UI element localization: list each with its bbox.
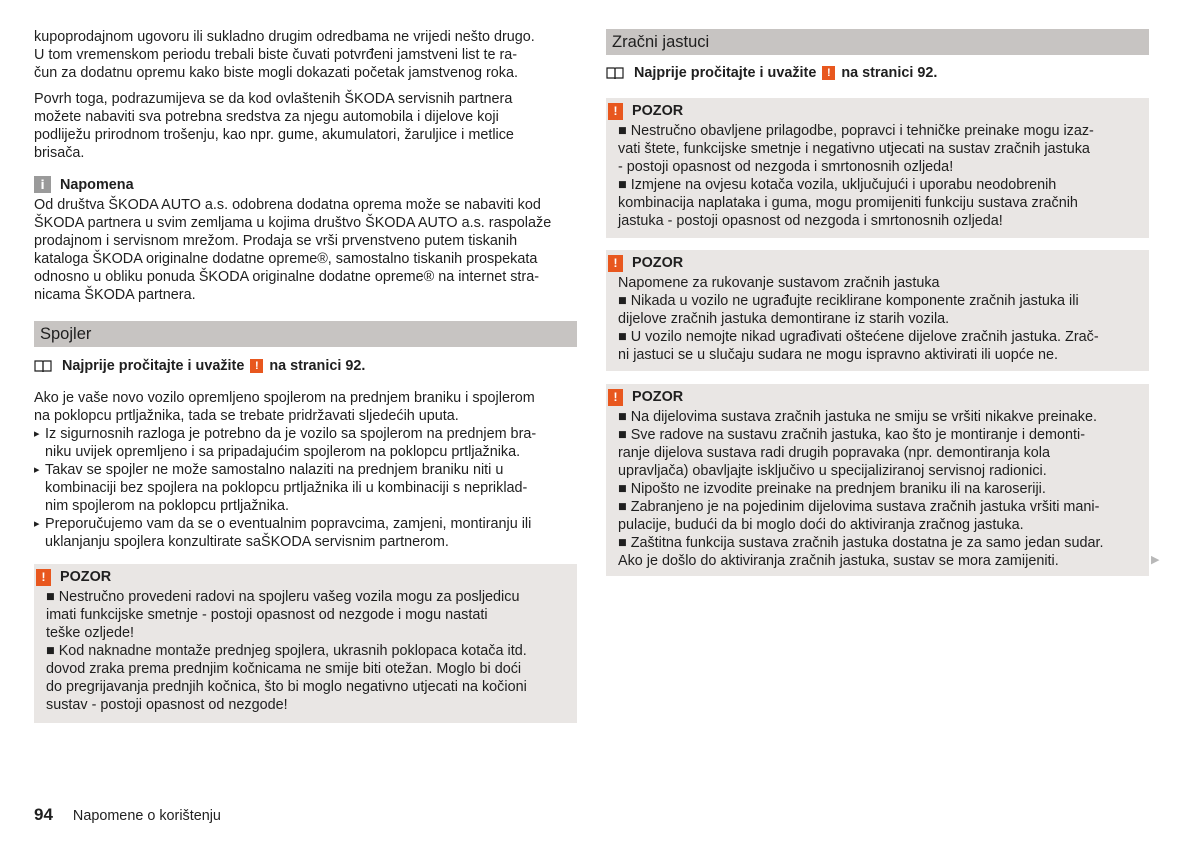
reference-page: na stranici 92. bbox=[269, 358, 366, 374]
warning-header bbox=[608, 254, 1139, 272]
list-item: ▸ Takav se spojler ne može samostalno nalaziti na prednjem braniku niti u kombinaciji bez spojlera na poklopcu prtljažnika ili u kombinaciji s nepriklad- nim spojlerom na poklopcu prtljažnika. bbox=[34, 461, 577, 515]
section-title-spojler: Spojler bbox=[34, 321, 577, 347]
warning-title: POZOR bbox=[632, 103, 684, 119]
book-icon bbox=[34, 359, 52, 373]
note-header bbox=[34, 176, 134, 193]
warning-text: ■ Nestručno provedeni radovi na spojleru vašeg vozila mogu za posljedicu imati funkcijske smetnje - postoji opasnost od nezgode i mogu nastati teške ozljede! ■ Kod naknadne montaže prednjeg spojlera, ukrasnih poklopaca kotača itd. dovod zraka prema prednjim kočnicama ne smije biti otežan. Moglo bi doći do pregrijavanja prednjih kočnica, što bi moglo negativno utjecati na kočioni sustav - postoji opasnost od nezgode! bbox=[46, 589, 527, 713]
warning-title: POZOR bbox=[632, 255, 684, 271]
warning-title: POZOR bbox=[632, 389, 684, 405]
list-item: ▸ Preporučujemo vam da se o eventualnim popravcima, zamjeni, montiranju ili uklanjanju spojlera konzultirate saŠKODA servisnim partnerom. bbox=[34, 515, 577, 551]
warning-text: Napomene za rukovanje sustavom zračnih jastuka ■ Nikada u vozilo ne ugrađujte reciklirane komponente zračnih jastuka ili dijelove zračnih jastuka demontirane iz starih vozila. ■ U vozilo nemojte nikad ugrađivati oštećene dijelove zračnih jastuka. Zrač- ni jastuci se u slučaju sudara ne mogu ispravno aktivirati ili uopće ne. bbox=[618, 275, 1099, 363]
warning-icon: ! bbox=[608, 255, 623, 272]
info-icon: i bbox=[34, 176, 51, 193]
warning-box bbox=[606, 98, 1149, 238]
warning-icon: ! bbox=[250, 359, 263, 373]
warning-text: ■ Na dijelovima sustava zračnih jastuka ne smiju se vršiti nikakve preinake. ■ Sve radove na sustavu zračnih jastuka, kao što je montiranje i demonti- ranje dijelova sustava radi drugih popravaka (npr. demontiranja kola upravljača) obavljajte isključivo u specijaliziranoj servisnoj radionici. ■ Nipošto ne izvodite preinake na prednjem braniku ili na karoseriji. ■ Zabranjeno je na pojedinim dijelovima sustava zračnih jastuka vršiti mani- pulacije, budući da bi moglo doći do aktiviranja zračnog jastuka. ■ Zaštitna funkcija sustava zračnih jastuka dostatna je za samo jedan sudar. Ako je došlo do aktiviranja zračnih jastuka, sustav se mora zamijeniti. bbox=[618, 409, 1104, 569]
section-title-zracni-jastuci: Zračni jastuci bbox=[606, 29, 1149, 55]
note-text: Od društva ŠKODA AUTO a.s. odobrena dodatna oprema može se nabaviti kod ŠKODA partnera u svim zemljama u kojima društvo ŠKODA AUTO a.s. raspolaže prodajnom i servisnom mrežom. Prodaja se vrši prvenstveno putem tiskanih kataloga ŠKODA originalne dodatne opreme®, samostalno tiskanih prospekata odnosno u obliku ponuda ŠKODA originalne dodatne opreme® na internet stra- nicama ŠKODA partnera. bbox=[34, 197, 552, 303]
warning-icon: ! bbox=[36, 569, 51, 586]
warning-text: ■ Nestručno obavljene prilagodbe, popravci i tehničke preinake mogu izaz- vati štete, funkcijske smetnje i negativno utjecati na sustav zračnih jastuka - postoji opasnost od nezgoda i smrtonosnih ozljeda! ■ Izmjene na ovjesu kotača vozila, uključujući i uporabu neodobrenih kombinacija naplataka i guma, mogu promijeniti funkciju sustava zračnih jastuka - postoji opasnost od nezgoda i smrtonosnih ozljeda! bbox=[618, 123, 1094, 229]
reference-page: na stranici 92. bbox=[841, 65, 938, 81]
paragraph-intro: Ako je vaše novo vozilo opremljeno spojlerom na prednjem braniku i spojlerom na poklopcu prtljažnika, tada se trebate pridržavati sljedećih uputa. bbox=[34, 390, 535, 424]
warning-header bbox=[608, 388, 1139, 406]
paragraph-servis: Povrh toga, podrazumijeva se da kod ovlaštenih ŠKODA servisnih partnera možete nabaviti sva potrebna sredstva za njegu automobila i dijelove koji podliježu prirodnom trošenju, kao npr. gume, akumulatori, žaruljice i metlice brisača. bbox=[34, 91, 514, 161]
page-number: 94 bbox=[34, 805, 53, 824]
book-icon bbox=[606, 66, 624, 80]
note-title: Napomena bbox=[60, 176, 134, 193]
warning-box bbox=[606, 250, 1149, 371]
warning-box bbox=[34, 564, 577, 723]
warning-icon: ! bbox=[608, 389, 623, 406]
reference-line bbox=[606, 65, 937, 81]
warning-header bbox=[36, 568, 567, 586]
footer-title: Napomene o korištenju bbox=[72, 808, 221, 824]
warning-header bbox=[608, 102, 1139, 120]
warning-box bbox=[606, 384, 1149, 576]
warning-icon: ! bbox=[822, 66, 835, 80]
instruction-list bbox=[34, 425, 577, 551]
warning-icon: ! bbox=[608, 103, 623, 120]
reference-text: Najprije pročitajte i uvažite bbox=[634, 65, 817, 81]
paragraph-warranty: kupoprodajnom ugovoru ili sukladno drugim odredbama ne vrijedi nešto drugo. U tom vremenskom periodu trebali biste čuvati potvrđeni jamstveni list te ra- čun za dodatnu opremu kako biste mogli dokazati početak jamstvenog roka. bbox=[34, 29, 535, 81]
list-item: ▸ Iz sigurnosnih razloga je potrebno da je vozilo sa spojlerom na prednjem bra- niku uvijek opremljeno i sa pripadajućim spojlerom na poklopcu prtljažnika. bbox=[34, 425, 577, 461]
reference-line bbox=[34, 358, 365, 374]
warning-title: POZOR bbox=[60, 569, 112, 585]
page-footer bbox=[34, 805, 221, 825]
continue-arrow-icon: ▶ bbox=[1151, 554, 1160, 566]
reference-text: Najprije pročitajte i uvažite bbox=[62, 358, 245, 374]
